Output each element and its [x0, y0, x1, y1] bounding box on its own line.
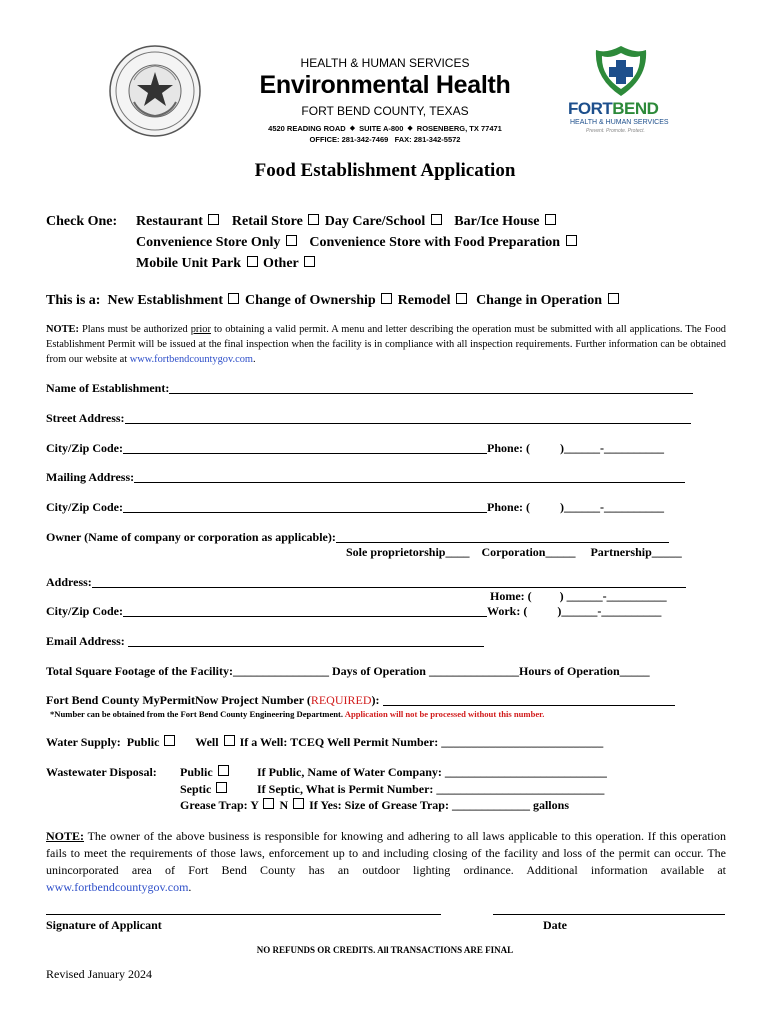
- permit-number-field[interactable]: [383, 694, 675, 706]
- email-field[interactable]: [128, 635, 484, 647]
- hours-operation-field[interactable]: Hours of Operation_____: [518, 664, 650, 678]
- diamond-icon: ◆: [349, 125, 356, 132]
- owner-city-zip-label: City/Zip Code:: [46, 604, 124, 618]
- facility-row: [46, 664, 650, 679]
- note-label: NOTE:: [46, 324, 79, 335]
- change-of-ownership-checkbox[interactable]: [381, 293, 392, 304]
- change-in-operation-checkbox[interactable]: [608, 293, 619, 304]
- partnership-field[interactable]: Partnership_____: [590, 545, 682, 559]
- diamond-icon: ◆: [407, 125, 413, 132]
- corporation-field[interactable]: Corporation_____: [481, 545, 576, 559]
- work-phone-label: Work: (: [487, 604, 528, 618]
- option-convenience-label: Convenience Store Only: [136, 235, 281, 250]
- water-supply-label: Water Supply:: [46, 735, 121, 749]
- revision-date: Revised January 2024: [46, 967, 152, 981]
- establishment-name-row: [46, 381, 693, 396]
- owner-address-field[interactable]: [92, 576, 686, 588]
- water-company-field[interactable]: If Public, Name of Water Company: ___________________________: [257, 765, 607, 779]
- option-daycare-label: Day Care/School: [324, 214, 426, 229]
- fortbend-logo: [568, 44, 680, 136]
- other-checkbox[interactable]: [304, 256, 315, 267]
- city-zip-label: City/Zip Code:: [46, 441, 124, 455]
- home-phone-row: [490, 589, 667, 604]
- option-other-label: Other: [263, 256, 299, 271]
- option-restaurant-label: Restaurant: [136, 214, 203, 229]
- grease-trap-label: Grease Trap: Y: [180, 798, 259, 812]
- wastewater-label: Wastewater Disposal:: [46, 765, 157, 779]
- wastewater-public-label: Public: [180, 765, 213, 779]
- work-phone-field[interactable]: )______-__________: [557, 604, 662, 618]
- permit-number-label: Fort Bend County MyPermitNow Project Number (: [46, 693, 311, 707]
- shield-icon: [592, 44, 650, 98]
- logo-bend: BEND: [612, 99, 659, 118]
- septic-permit-field[interactable]: If Septic, What is Permit Number: ____________________________: [257, 782, 605, 796]
- sole-proprietorship-field[interactable]: Sole proprietorship____: [346, 545, 470, 559]
- street-address-row: [46, 411, 691, 426]
- wastewater-public-checkbox[interactable]: [218, 765, 229, 776]
- establishment-name-label: Name of Establishment:: [46, 381, 170, 395]
- mailing-address-row: [46, 470, 685, 485]
- option-remodel-label: Remodel: [397, 293, 451, 308]
- note-text-b: to obtaining a valid permit. A menu and letter describing the operation must be submitted with all applications. The Food Establishment Permit will be issued at the final inspection when the facility is in compliance with all inspection requirements. Further information can be obtained from our website at: [46, 324, 726, 365]
- option-retail-label: Retail Store: [231, 214, 303, 229]
- option-bar-label: Bar/Ice House: [454, 214, 540, 229]
- required-label: REQUIRED: [310, 693, 372, 707]
- option-mobile-label: Mobile Unit Park: [136, 256, 241, 271]
- grease-trap-size-field[interactable]: If Yes: Size of Grease Trap: _____________ gallons: [309, 798, 569, 812]
- days-operation-field[interactable]: Days of Operation _______________: [331, 664, 519, 678]
- mailing-city-zip-label: City/Zip Code:: [46, 500, 124, 514]
- this-is-a-label: This is a:: [46, 293, 101, 308]
- new-establishment-checkbox[interactable]: [228, 293, 239, 304]
- page-header-title: Environmental Health: [259, 71, 511, 99]
- city-zip-field[interactable]: [123, 442, 487, 454]
- option-change-op-label: Change in Operation: [476, 293, 603, 308]
- check-one-row-3: [136, 256, 317, 272]
- option-new-label: New Establishment: [107, 293, 223, 308]
- mailing-address-label: Mailing Address:: [46, 470, 135, 484]
- email-row: [46, 634, 484, 649]
- bar-ice-house-checkbox[interactable]: [545, 214, 556, 225]
- permit-end: ):: [371, 693, 380, 707]
- remodel-checkbox[interactable]: [456, 293, 467, 304]
- date-label: Date: [543, 918, 567, 932]
- home-phone-field[interactable]: ) ______-__________: [559, 589, 667, 603]
- retail-store-checkbox[interactable]: [308, 214, 319, 225]
- permit-note-warning: Application will not be processed without this number.: [344, 709, 545, 719]
- city-zip-row: [46, 441, 664, 456]
- grease-trap-no-checkbox[interactable]: [293, 798, 304, 809]
- option-ownership-label: Change of Ownership: [244, 293, 376, 308]
- permit-note-text: *Number can be obtained from the Fort Bend County Engineering Department.: [50, 709, 344, 719]
- home-phone-label: Home: (: [490, 589, 532, 603]
- ownership-type-row: [346, 545, 682, 560]
- daycare-school-checkbox[interactable]: [431, 214, 442, 225]
- logo-subtitle: HEALTH & HUMAN SERVICES: [570, 119, 669, 126]
- check-one-row-1: [136, 214, 558, 230]
- water-public-label: Public: [126, 735, 160, 749]
- street-address-label: Street Address:: [46, 411, 125, 425]
- permit-number-row: [46, 693, 675, 708]
- note2-end: .: [188, 880, 192, 894]
- water-well-checkbox[interactable]: [224, 735, 235, 746]
- note-prior: prior: [190, 324, 211, 335]
- owner-city-zip-row: [46, 604, 661, 619]
- contact-line: [0, 135, 770, 144]
- county-line: FORT BEND COUNTY, TEXAS: [301, 104, 469, 118]
- mailing-address-field[interactable]: [134, 471, 685, 483]
- date-line[interactable]: [493, 914, 725, 915]
- well-permit-field[interactable]: If a Well: TCEQ Well Permit Number: ___________________________: [239, 735, 604, 749]
- plans-note: [46, 322, 726, 367]
- convenience-food-prep-checkbox[interactable]: [566, 235, 577, 246]
- note2-label: NOTE:: [46, 829, 85, 843]
- department-line: HEALTH & HUMAN SERVICES: [300, 56, 470, 70]
- square-footage-field[interactable]: Total Square Footage of the Facility:________________: [46, 664, 329, 678]
- permit-note: [50, 709, 544, 719]
- fax-number: FAX: 281-342-5572: [394, 135, 461, 144]
- owner-address-label: Address:: [46, 575, 92, 589]
- mailing-phone-field[interactable]: )______-__________: [560, 500, 665, 514]
- convenience-store-checkbox[interactable]: [286, 235, 297, 246]
- this-is-a-row: [46, 293, 621, 309]
- wastewater-public-row: [180, 765, 231, 780]
- mailing-city-zip-field[interactable]: [123, 501, 487, 513]
- establishment-name-field[interactable]: [169, 382, 693, 394]
- website-link-2[interactable]: www.fortbendcountygov.com: [46, 880, 189, 894]
- owner-address-row: [46, 575, 686, 590]
- phone-field[interactable]: )______-__________: [560, 441, 665, 455]
- mailing-phone-label: Phone: (: [487, 500, 531, 514]
- address-city: ROSENBERG, TX 77471: [416, 124, 502, 133]
- owner-city-zip-field[interactable]: [123, 605, 487, 617]
- phone-label: Phone: (: [487, 441, 531, 455]
- check-one-label: Check One:: [46, 214, 118, 229]
- wastewater-septic-row: [180, 782, 229, 797]
- mailing-city-zip-row: [46, 500, 664, 515]
- option-convenience-food-label: Convenience Store with Food Preparation: [309, 235, 561, 250]
- address-street: 4520 READING ROAD: [268, 124, 346, 133]
- logo-tagline: Prevent. Promote. Protect.: [586, 128, 645, 134]
- water-supply-row: [46, 735, 603, 750]
- note2-text: The owner of the above business is responsible for knowing and adhering to all laws applicable to this operation. If this operation fails to meet the requirements of those laws, enforcement up to and including closing of the facility and loss of the permit can occur. The unincorporated area of Fort Bend County has an outdoor lighting ordinance. Additional information available at: [46, 829, 726, 877]
- email-label: Email Address:: [46, 634, 125, 648]
- address-suite: SUITE A-800: [359, 124, 404, 133]
- grease-trap-no-label: N: [279, 798, 289, 812]
- water-well-label: Well: [195, 735, 219, 749]
- street-address-field[interactable]: [125, 412, 691, 424]
- owner-label: Owner (Name of company or corporation as applicable):: [46, 530, 336, 544]
- signature-line[interactable]: [46, 914, 441, 915]
- logo-fort: FORT: [568, 99, 613, 118]
- note-text-a: Plans must be authorized: [82, 324, 188, 335]
- wastewater-septic-label: Septic: [180, 782, 212, 796]
- grease-trap-row: [180, 798, 569, 813]
- owner-row: [46, 530, 669, 545]
- grease-trap-yes-checkbox[interactable]: [263, 798, 274, 809]
- owner-responsibility-note: [46, 828, 726, 896]
- refund-policy: NO REFUNDS OR CREDITS. All TRANSACTIONS ARE FINAL: [256, 945, 514, 955]
- form-title: Food Establishment Application: [254, 160, 516, 181]
- signature-label: Signature of Applicant: [46, 918, 162, 932]
- check-one-row-2: [136, 235, 579, 251]
- mobile-unit-park-checkbox[interactable]: [247, 256, 258, 267]
- owner-field[interactable]: [336, 531, 669, 543]
- note-end: .: [253, 354, 256, 365]
- wastewater-septic-checkbox[interactable]: [216, 782, 227, 793]
- office-phone: OFFICE: 281-342-7469: [309, 135, 389, 144]
- water-public-checkbox[interactable]: [164, 735, 175, 746]
- website-link[interactable]: www.fortbendcountygov.com: [129, 354, 254, 365]
- restaurant-checkbox[interactable]: [208, 214, 219, 225]
- logo-wordmark: [568, 99, 658, 119]
